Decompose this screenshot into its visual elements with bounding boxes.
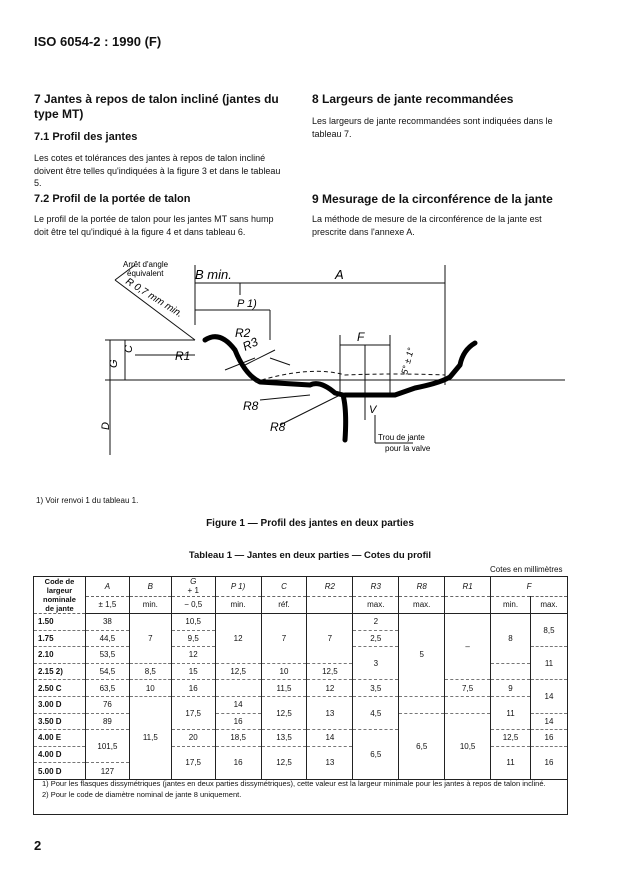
r3-value: 2 (373, 617, 379, 627)
g-cell: 15 (171, 663, 215, 680)
header-g-tol-plus: + 1 (187, 586, 199, 596)
label-r8a: R8 (243, 399, 259, 413)
header-code-3: nominale (43, 595, 76, 604)
code-cell: 4.00 D (34, 746, 86, 763)
r2-cell: 12 (307, 680, 353, 697)
label-d: D (100, 422, 112, 430)
g-cell: 17,5 (171, 696, 215, 729)
tol-g: − 0,5 (171, 596, 215, 613)
label-r8b: R8 (270, 420, 286, 434)
r8-cell (399, 696, 445, 713)
header-g (171, 577, 215, 597)
label-arret: Arrêt d'angle (123, 260, 169, 269)
r3-cell: 6,5 (353, 730, 399, 780)
b-cell: 8,5 (129, 663, 171, 680)
code-cell: 1.50 (34, 614, 86, 631)
p-cell: 18,5 (215, 730, 261, 747)
section-8-title: 8 Largeurs de jante recommandées (312, 92, 514, 106)
header-code-1: Code de (44, 577, 75, 586)
a-cell: 89 (85, 713, 129, 730)
label-a: A (335, 267, 344, 282)
g-cell: 17,5 (171, 746, 215, 779)
units-label: Cotes en millimètres (490, 565, 563, 574)
header-r1: R1 (445, 577, 491, 597)
figure-footnote: 1) Voir renvoi 1 du tableau 1. (36, 496, 139, 505)
g-cell: 9,5 (171, 630, 215, 647)
r8-cell: 5 (399, 614, 445, 697)
code-cell: 3.00 D (34, 696, 86, 713)
label-trou-2: pour la valve (385, 444, 431, 453)
table-note-1: 1) Pour les flasques dissymétriques (jantes en deux parties dissymétriques), cette valeur est la largeur minimale pour les jantes à repos de talon incliné. (42, 779, 546, 788)
a-cell: 54,5 (85, 663, 129, 680)
code-cell: 3.50 D (34, 713, 86, 730)
c-cell: 11,5 (261, 680, 307, 697)
label-c: C (123, 345, 135, 353)
b-cell: 7 (129, 614, 171, 664)
section-7-1-text: Les cotes et tolérances des jantes à repos de talon incliné doivent être telles qu'indiquées à la figure 3 et dans le tableau 5. (34, 153, 281, 188)
fmin-cell: 11 (491, 746, 531, 779)
p-cell: 12 (215, 614, 261, 664)
rim-profile-figure (95, 255, 575, 470)
tol-c: réf. (261, 596, 307, 613)
label-r2: R2 (235, 326, 251, 340)
g-cell: 10,5 (171, 614, 215, 631)
p-cell: 16 (215, 713, 261, 730)
r2-cell: 7 (307, 614, 353, 664)
c-cell: 10 (261, 663, 307, 680)
header-code (34, 577, 86, 614)
header-p: P 1) (215, 577, 261, 597)
r3-cell (353, 614, 399, 631)
header-r2: R2 (307, 577, 353, 597)
section-7-1-title: 7.1 Profil des jantes (34, 131, 138, 143)
label-r1: R1 (175, 349, 191, 363)
r1-cell (445, 696, 491, 713)
g-cell: 20 (171, 730, 215, 747)
label-g: G (108, 359, 120, 368)
fmax-cell: 14 (530, 713, 567, 730)
a-cell: 53,5 (85, 647, 129, 664)
code-cell: 2.50 C (34, 680, 86, 697)
a-cell: 63,5 (85, 680, 129, 697)
profile-dimensions-table (33, 576, 568, 780)
table-note-2: 2) Pour le code de diamètre nominal de jante 8 uniquement. (42, 790, 242, 799)
tol-p: min. (215, 596, 261, 613)
p-cell: 16 (215, 746, 261, 779)
table-row (34, 696, 568, 713)
r2-cell: 14 (307, 730, 353, 747)
tol-b: min. (129, 596, 171, 613)
label-equiv: équivalent (127, 269, 164, 278)
fmin-cell: 11 (491, 696, 531, 729)
a-cell: 127 (85, 763, 129, 780)
section-9-text: La méthode de mesure de la circonférence de la jante est prescrite dans l'annexe A. (312, 214, 542, 237)
r2-cell: 13 (307, 696, 353, 729)
figure-caption: Figure 1 — Profil des jantes en deux parties (206, 518, 414, 529)
r8-cell: 6,5 (399, 713, 445, 779)
fmax-cell: 16 (530, 730, 567, 747)
r3-cell: 2,5 (353, 630, 399, 647)
a-cell: 101,5 (85, 730, 129, 763)
c-cell: 13,5 (261, 730, 307, 747)
code-cell: 5.00 D (34, 763, 86, 780)
label-r3: R3 (240, 334, 261, 354)
tol-fmax: max. (530, 596, 567, 613)
fmax-cell: 14 (530, 680, 567, 713)
tol-r2 (307, 596, 353, 613)
header-f: F (491, 577, 568, 597)
c-cell: 12,5 (261, 746, 307, 779)
header-b: B (129, 577, 171, 597)
r2-cell: 13 (307, 746, 353, 779)
g-cell: 12 (171, 647, 215, 664)
header-r3: R3 (353, 577, 399, 597)
label-r07: R 0,7 mm min. (123, 276, 185, 320)
tol-r1 (445, 596, 491, 613)
table-notes (33, 775, 568, 815)
header-r8: R8 (399, 577, 445, 597)
code-cell: 4.00 E (34, 730, 86, 747)
table-caption: Tableau 1 — Jantes en deux parties — Cotes du profil (188, 550, 432, 561)
label-f: F (357, 330, 365, 344)
code-cell: 2.10 (34, 647, 86, 664)
r1-cell: 10,5 (445, 713, 491, 779)
p-cell: 14 (215, 696, 261, 713)
tol-fmin: min. (491, 596, 531, 613)
fmax-cell: 11 (530, 647, 567, 680)
tol-r8: max. (399, 596, 445, 613)
p-cell: 12,5 (215, 663, 261, 680)
section-7-title: 7 Jantes à repos de talon incliné (jantes du type MT) (34, 92, 279, 121)
header-code-4: de jante (45, 604, 74, 613)
header-c: C (261, 577, 307, 597)
fmax-cell: 8,5 (530, 614, 567, 647)
header-code-2: largeur (46, 586, 73, 595)
r2-cell: 12,5 (307, 663, 353, 680)
label-v: V (369, 404, 377, 416)
code-cell: 2.15 2) (34, 663, 86, 680)
section-7-2-text: Le profil de la portée de talon pour les jantes MT sans hump doit être tel qu'indiqué à la figure 4 et dans tableau 6. (34, 214, 274, 237)
a-cell: 44,5 (85, 630, 129, 647)
header-g-sym: G (190, 577, 197, 587)
r3-cell: 3,5 (353, 680, 399, 697)
fmax-cell: 16 (530, 746, 567, 779)
tol-r3: max. (353, 596, 399, 613)
fmin-cell: 9 (491, 680, 531, 697)
r3-cell: 3 (353, 647, 399, 680)
header-a: A (85, 577, 129, 597)
label-trou-1: Trou de jante (378, 433, 425, 442)
r3-cell: 4,5 (353, 696, 399, 729)
b-cell: 11,5 (129, 696, 171, 779)
section-9-title: 9 Mesurage de la circonférence de la jante (312, 192, 553, 206)
c-cell: 12,5 (261, 696, 307, 729)
r1-cell: – (445, 614, 491, 680)
section-7-2-title: 7.2 Profil de la portée de talon (34, 193, 191, 205)
fmin-cell: 8 (491, 614, 531, 664)
fmin-cell (491, 663, 531, 680)
label-bmin: B min. (195, 267, 232, 282)
fmin-cell: 12,5 (491, 730, 531, 747)
label-p: P 1) (237, 298, 257, 310)
r1-cell: 7,5 (445, 680, 491, 697)
p-cell (215, 680, 261, 697)
g-cell: 16 (171, 680, 215, 697)
page-number: 2 (34, 838, 42, 853)
table-row (34, 614, 568, 631)
a-cell: 38 (85, 614, 129, 631)
code-cell: 1.75 (34, 630, 86, 647)
section-8-text: Les largeurs de jante recommandées sont indiquées dans le tableau 7. (312, 116, 553, 139)
label-angle: 5° ± 1° (399, 346, 416, 376)
table-row (34, 680, 568, 697)
a-cell: 76 (85, 696, 129, 713)
b-cell: 10 (129, 680, 171, 697)
c-cell: 7 (261, 614, 307, 664)
document-header: ISO 6054-2 : 1990 (F) (34, 34, 162, 49)
tol-a: ± 1,5 (85, 596, 129, 613)
